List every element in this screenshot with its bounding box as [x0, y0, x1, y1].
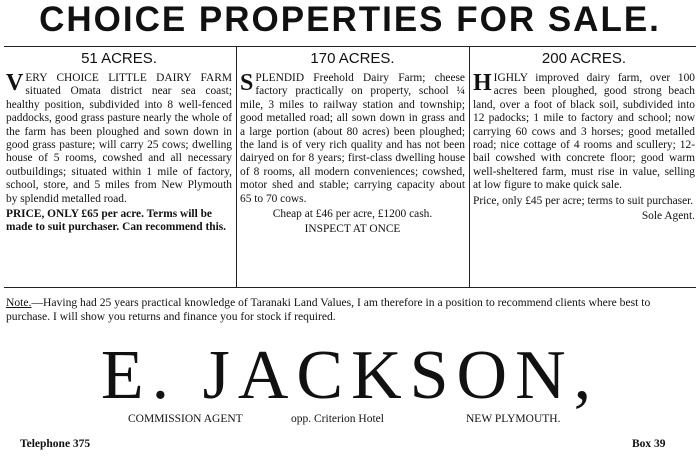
listing-51-acres	[6, 50, 232, 282]
listing-description	[240, 72, 465, 206]
agent-title: COMMISSION AGENT	[128, 413, 243, 425]
listing-description	[6, 72, 232, 206]
listing-action: INSPECT AT ONCE	[304, 223, 401, 236]
headline: CHOICE PROPERTIES FOR SALE.	[39, 0, 661, 39]
listing-text: PLENDID Freehold Dairy Farm; cheese factory practically on property, school ¼ mile, 3 miles to railway station and township; good metalled road; all sown down in grass and a large portion (about 80 acres) been ploughed; the land is of very rich quality and has not been dairyed on for 8 years; first-class dwelling house of 8 rooms, all modern conveniences; cowshed, motor shed and stable; carrying capacity about 65 to 70 cows.	[240, 72, 465, 205]
dropcap: H	[473, 70, 492, 96]
box-number: Box 39	[632, 438, 666, 450]
column-divider-1	[236, 46, 237, 288]
dropcap: V	[6, 70, 24, 96]
listing-text: ERY CHOICE LITTLE DAIRY FARM situated Omata district near sea coast; healthy position, subdivided into 8 well-fenced paddocks, good grass pasture nearly the whole of the farm has been ploughed and sown down in good grass pasture; will carry 25 cows; dwelling house of 5 rooms, cowshed and all necessary outbuildings; situated within 1 mile of factory, school, store, and 5 miles from New Plymouth by splendid metalled road.	[6, 72, 232, 205]
listing-title: 200 ACRES.	[541, 50, 627, 67]
listing-170-acres	[240, 50, 465, 282]
column-divider-2	[469, 46, 470, 288]
note-label: Note.	[6, 296, 32, 309]
agent-note	[6, 296, 694, 324]
listing-200-acres	[473, 50, 695, 282]
listing-sign: Sole Agent.	[641, 210, 695, 223]
listing-description	[473, 72, 695, 193]
telephone: Telephone 375	[20, 438, 91, 450]
listing-price: PRICE, ONLY £65 per acre. Terms will be made to suit purchaser. Can recommend this.	[6, 208, 227, 234]
dropcap: S	[240, 70, 254, 96]
listing-text: IGHLY improved dairy farm, over 100 acres been ploughed, good strong beach land, over a foot of black soil, subdivided into 12 padocks; 1 mile to factory and school; now carrying 60 cows and 3 horses; good metalled road; nice cottage of 4 rooms and scullery; 12-bail cowshed with concrete floor; good warm well-sheltered farm, must rise in value, selling at low figure to make quick sale.	[473, 72, 695, 192]
listing-title: 170 ACRES.	[310, 50, 395, 67]
agent-name: E. JACKSON,	[100, 337, 600, 414]
agent-address: opp. Criterion Hotel	[291, 413, 384, 425]
listing-price: Cheap at £46 per acre, £1200 cash.	[272, 208, 433, 221]
note-text: —Having had 25 years practical knowledge of Taranaki Land Values, I am therefore in a position to recommend clients where best to purchase. I will show you returns and finance you for stock if required.	[6, 296, 651, 323]
listing-title: 51 ACRES.	[81, 50, 157, 67]
top-rule	[4, 46, 696, 47]
bottom-rule	[4, 287, 696, 288]
listing-price: Price, only £45 per acre; terms to suit purchaser.	[473, 194, 694, 207]
agent-town: NEW PLYMOUTH.	[466, 413, 561, 425]
